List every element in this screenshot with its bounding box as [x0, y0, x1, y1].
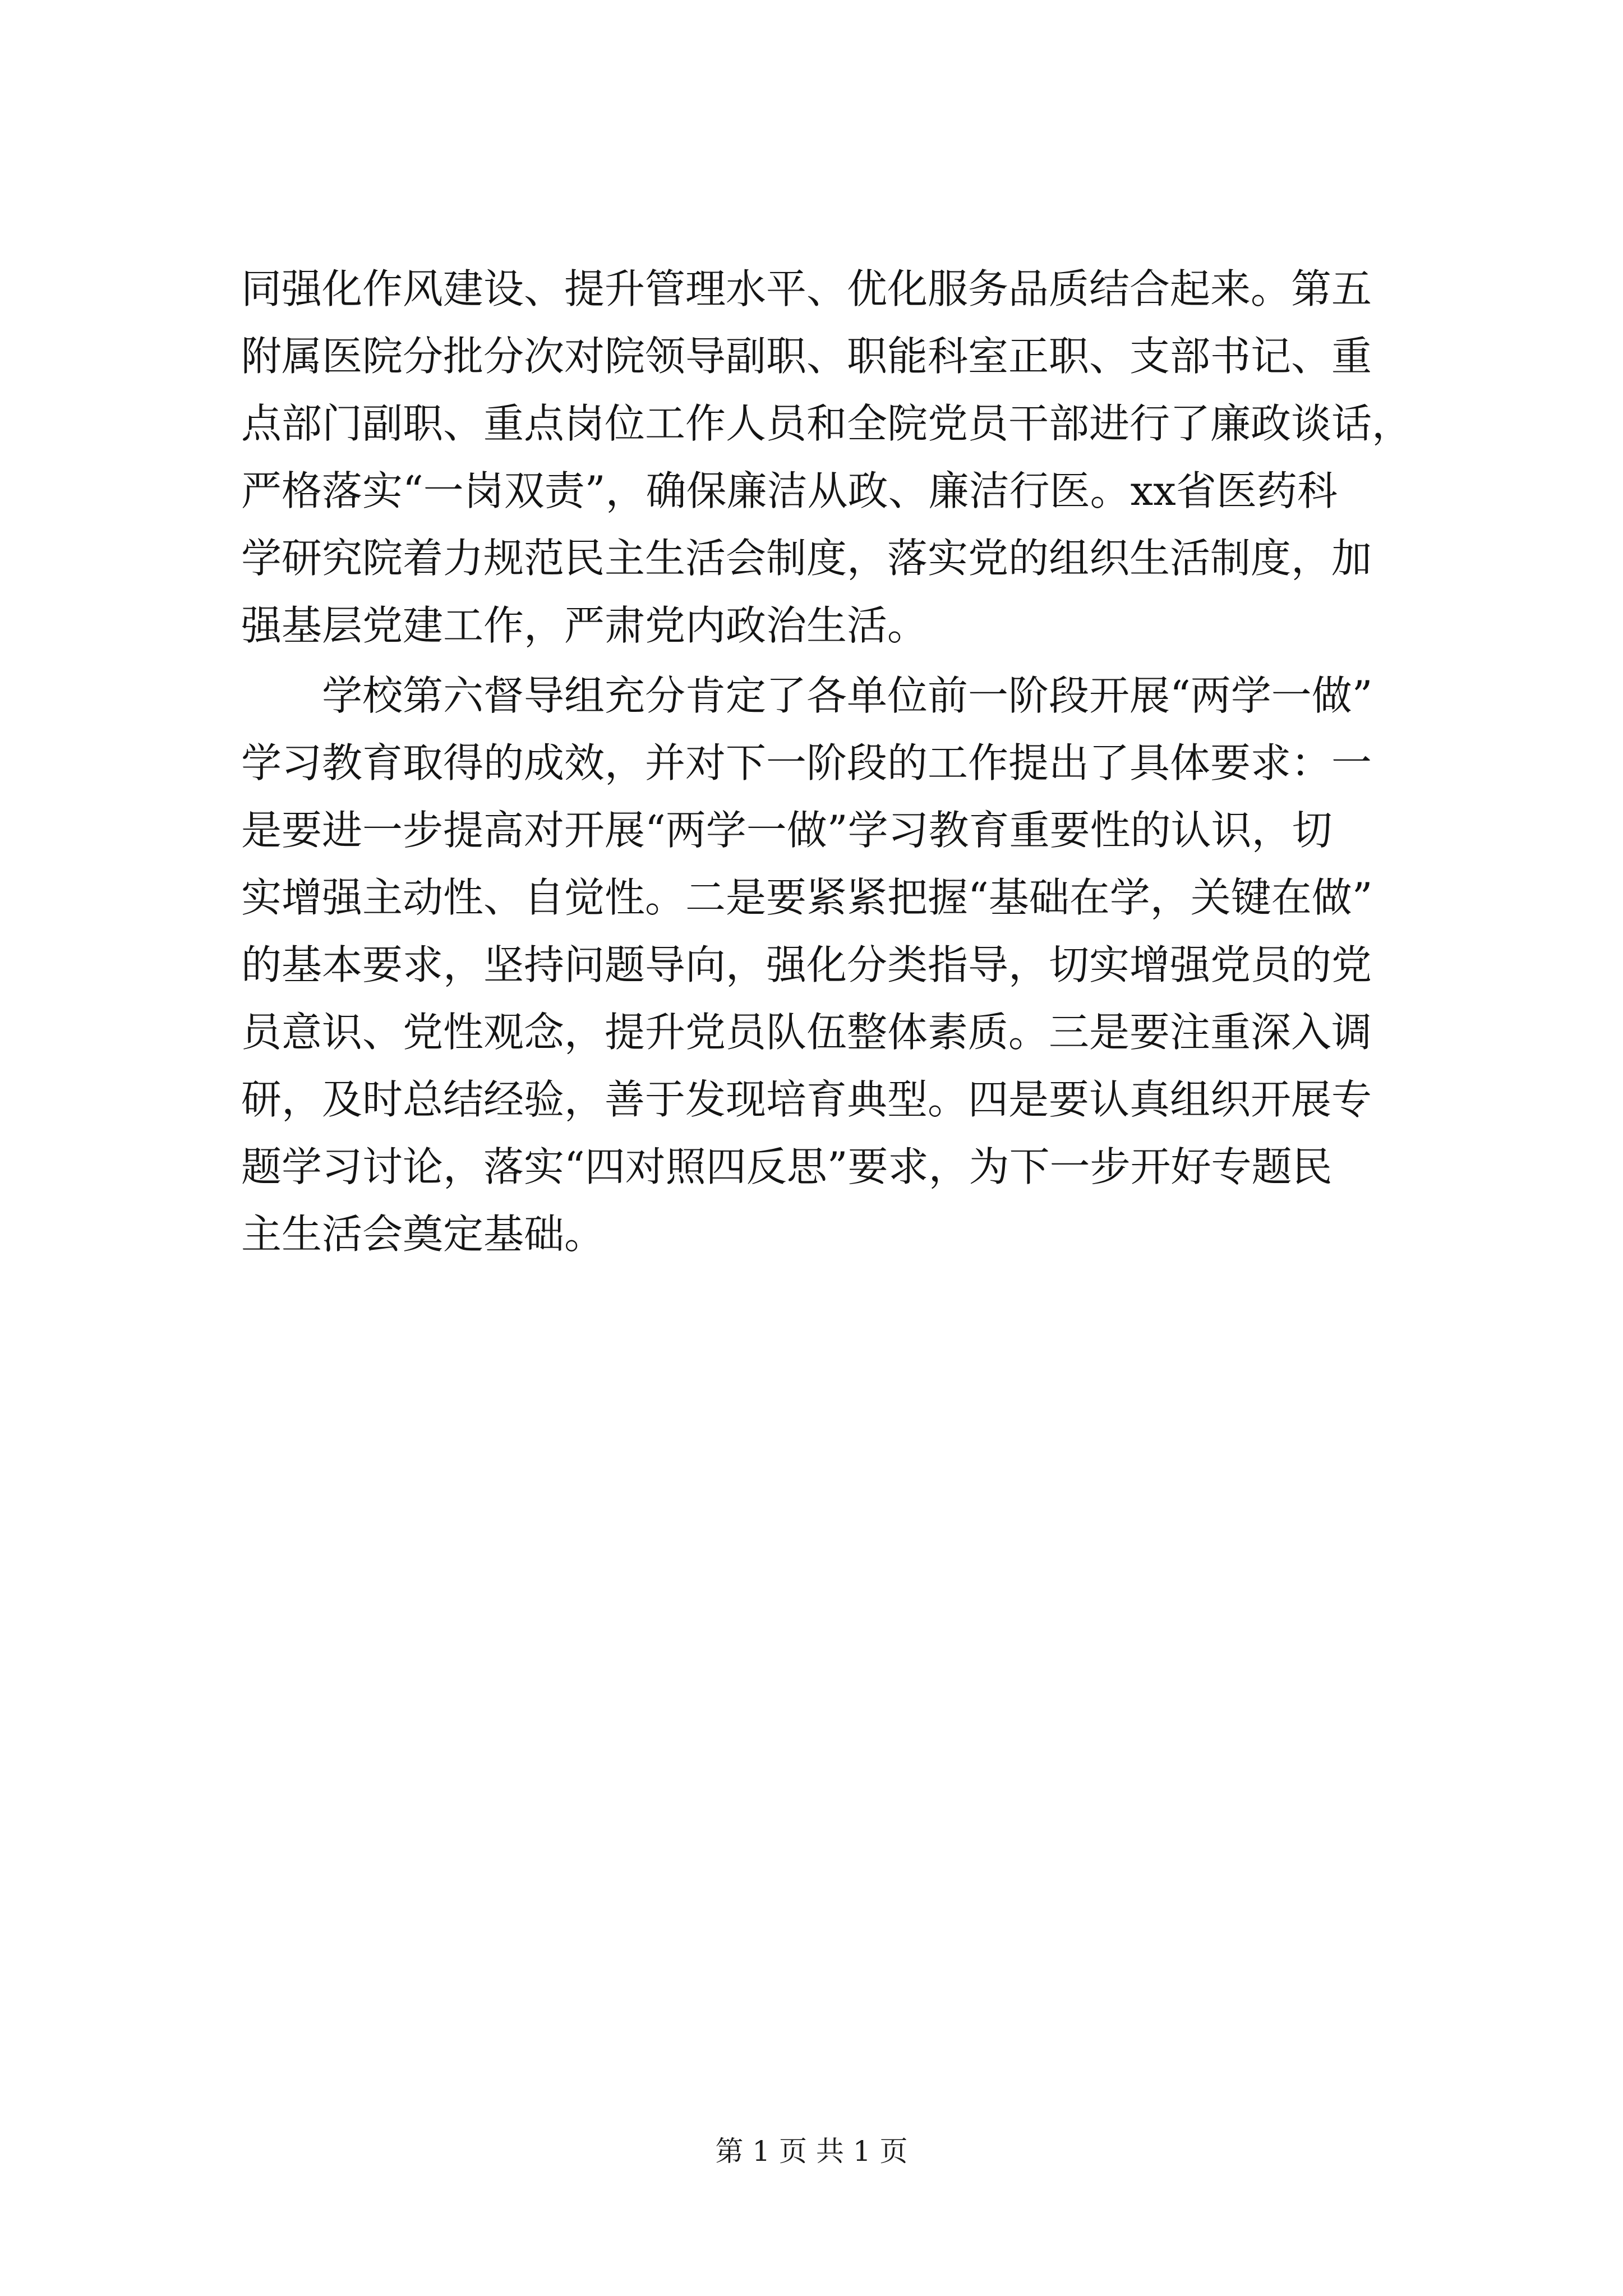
paragraph-1-line: 附属医院分批分次对院领导副职、职能科室正职、支部书记、重 — [241, 333, 1372, 380]
paragraph-1-line: 强基层党建工作，严肃党内政治生活。 — [241, 602, 928, 649]
paragraph-2-line: 的基本要求，坚持问题导向，强化分类指导，切实增强党员的党 — [241, 941, 1372, 988]
paragraph-2-line: 题学习讨论，落实“四对照四反思”要求，为下一步开好专题民 — [241, 1143, 1332, 1190]
paragraph-2-line: 研，及时总结经验，善于发现培育典型。四是要认真组织开展专 — [241, 1076, 1372, 1123]
paragraph-2-line: 学习教育取得的成效，并对下一阶段的工作提出了具体要求：一 — [241, 739, 1372, 786]
paragraph-2-line: 主生活会奠定基础。 — [241, 1211, 605, 1258]
paragraph-2-line: 实增强主动性、自觉性。二是要紧紧把握“基础在学，关键在做” — [241, 874, 1373, 921]
paragraph-1-line: 点部门副职、重点岗位工作人员和全院党员干部进行了廉政谈话， — [241, 400, 1413, 447]
page-number-footer: 第 1 页 共 1 页 — [715, 2135, 908, 2168]
paragraph-2-line: 是要进一步提高对开展“两学一做”学习教育重要性的认识，切 — [241, 807, 1332, 854]
paragraph-1-line: 学研究院着力规范民主生活会制度，落实党的组织生活制度，加 — [241, 535, 1372, 582]
paragraph-1-line: 同强化作风建设、提升管理水平、优化服务品质结合起来。第五 — [241, 265, 1372, 312]
paragraph-1-line: 严格落实“一岗双责”，确保廉洁从政、廉洁行医。xx省医药科 — [241, 467, 1338, 514]
paragraph-2-line: 学校第六督导组充分肯定了各单位前一阶段开展“两学一做” — [322, 672, 1373, 719]
paragraph-2-line: 员意识、党性观念，提升党员队伍整体素质。三是要注重深入调 — [241, 1009, 1372, 1056]
